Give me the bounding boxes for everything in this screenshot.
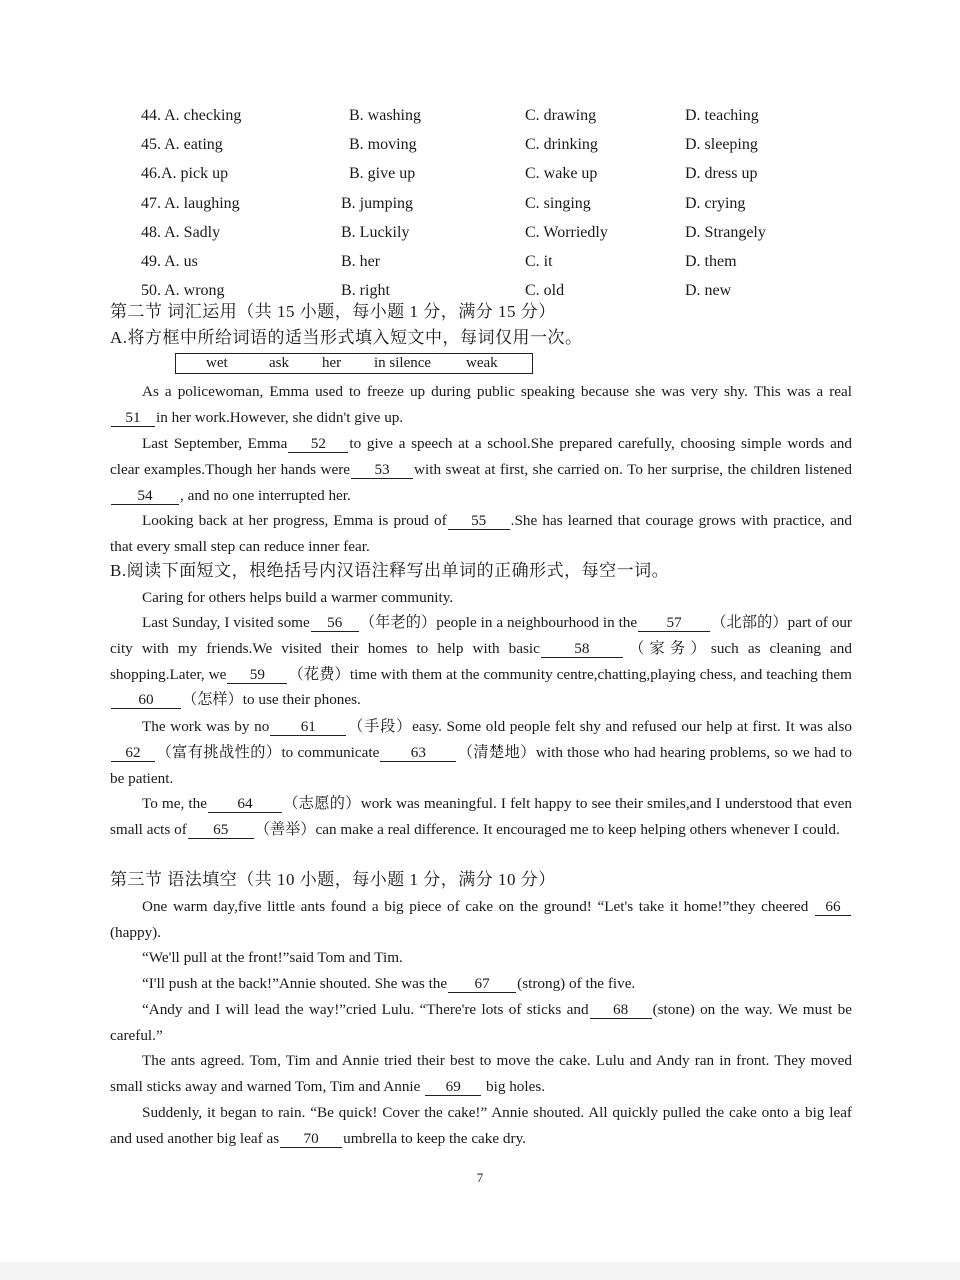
option-b: B. Luckily bbox=[341, 223, 410, 241]
blank-63[interactable]: 63 bbox=[380, 744, 456, 762]
option-c: C. drawing bbox=[525, 107, 597, 124]
blank-65[interactable]: 65 bbox=[188, 821, 254, 839]
option-d: D. dress up bbox=[685, 165, 758, 183]
blank-60[interactable]: 60 bbox=[111, 691, 181, 709]
word-option: in silence bbox=[374, 355, 432, 371]
partA-instruction: A.将方框中所给词语的适当形式填入短文中，每词仅用一次。 bbox=[110, 328, 583, 347]
word-option: wet bbox=[206, 355, 228, 371]
blank-61[interactable]: 61 bbox=[270, 718, 346, 736]
option-row-46 bbox=[141, 161, 861, 190]
option-a: 47. A. laughing bbox=[141, 194, 240, 212]
option-row-45 bbox=[141, 132, 861, 161]
option-b: B. jumping bbox=[341, 194, 414, 212]
option-row-49 bbox=[141, 249, 861, 278]
option-c: C. old bbox=[525, 282, 565, 300]
option-c: C. wake up bbox=[525, 165, 598, 183]
option-d: D. crying bbox=[685, 194, 746, 212]
option-b: B. her bbox=[341, 252, 381, 270]
option-d: D. Strangely bbox=[685, 223, 766, 241]
partA-paragraph-2: Last September, Emma 52 to give a speech at a school.She prepared carefully, choosing simple words and clear examples.Though her hands were 53 with sweat at first, she carried on. To her surprise, the children listened54 , and no one interrupted her. bbox=[110, 435, 853, 504]
blank-51[interactable]: 51 bbox=[111, 409, 155, 427]
option-b: B. right bbox=[341, 282, 390, 300]
section3-paragraph-6: Suddenly, it began to rain. “Be quick! Cover the cake!” Annie shouted. All quickly pulled the cake onto a big leaf and used another big leaf as 70 umbrella to keep the cake dry. bbox=[110, 1104, 852, 1147]
partB-paragraph-2: The work was by no 61 （手段）easy. Some old people felt shy and refused our help at first. It was also 62 （富有挑战性的）to communicate 63 （清楚地）with those who had hearing problems, so we had to be patient. bbox=[110, 718, 852, 787]
option-d: D. sleeping bbox=[685, 136, 758, 154]
option-a: 49. A. us bbox=[141, 252, 198, 270]
word-box bbox=[175, 353, 533, 374]
blank-58[interactable]: 58 bbox=[541, 640, 623, 658]
section3-heading: 第三节 语法填空（共 10 小题，每小题 1 分，满分 10 分） bbox=[110, 870, 556, 889]
page-number: 7 bbox=[476, 1170, 484, 1185]
blank-69[interactable]: 69 bbox=[425, 1078, 481, 1096]
partB-intro: Caring for others helps build a warmer community. bbox=[142, 589, 454, 606]
option-c: C. it bbox=[525, 252, 553, 270]
option-a: 50. A. wrong bbox=[141, 282, 225, 300]
option-row-48 bbox=[141, 220, 861, 249]
blank-68[interactable]: 68 bbox=[590, 1001, 652, 1019]
option-a: 46.A. pick up bbox=[141, 165, 229, 183]
blank-64[interactable]: 64 bbox=[208, 795, 282, 813]
word-option: ask bbox=[269, 355, 289, 371]
partB-paragraph-1: Last Sunday, I visited some 56 （年老的）people in a neighbourhood in the 57 （北部的）part of our city with my friends.We visited their homes to help with basic 58 （家务）such as cleaning and shopping.Later, we 59 （花费）time with them at the community centre,chatting,playing chess, and teaching them60 （怎样）to use their phones. bbox=[110, 614, 852, 709]
choice-options bbox=[141, 103, 861, 307]
word-option: weak bbox=[466, 355, 498, 371]
section3-paragraph-3: “I'll push at the back!”Annie shouted. She was the 67 (strong) of the five. bbox=[142, 975, 636, 992]
option-row-44 bbox=[141, 103, 861, 132]
blank-55[interactable]: 55 bbox=[448, 512, 510, 530]
section3-paragraph-1: One warm day,five little ants found a big piece of cake on the ground! “Let's take it home!”they cheered 66(happy). bbox=[110, 894, 852, 946]
blank-56[interactable]: 56 bbox=[311, 614, 359, 632]
section3-paragraph-5: The ants agreed. Tom, Tim and Annie tried their best to move the cake. Lulu and Andy ran in front. They moved small sticks away and warned Tom, Tim and Annie 69 big holes. bbox=[110, 1052, 852, 1095]
option-d: D. teaching bbox=[685, 107, 759, 124]
partA-paragraph-3: Looking back at her progress, Emma is proud of 55 .She has learned that courage grows with practice, and that every small step can reduce inner fear. bbox=[110, 512, 852, 555]
option-row-47 bbox=[141, 191, 861, 220]
blank-70[interactable]: 70 bbox=[280, 1130, 342, 1148]
partA-paragraph-1: As a policewoman, Emma used to freeze up during public speaking because she was very shy. This was a real 51 in her work.However, she didn't give up. bbox=[110, 379, 852, 431]
option-d: D. new bbox=[685, 282, 732, 300]
word-option: her bbox=[322, 355, 342, 371]
blank-67[interactable]: 67 bbox=[448, 975, 516, 993]
option-a: 45. A. eating bbox=[141, 136, 223, 154]
option-d: D. them bbox=[685, 252, 737, 270]
option-b: B. moving bbox=[349, 136, 417, 154]
partB-instruction: B.阅读下面短文，根绝括号内汉语注释写出单词的正确形式，每空一词。 bbox=[110, 561, 670, 580]
blank-54[interactable]: 54 bbox=[111, 487, 179, 505]
page-bottom-edge bbox=[0, 1262, 960, 1280]
option-b: B. washing bbox=[349, 107, 421, 124]
partB-paragraph-3: To me, the 64 （志愿的）work was meaningful. I felt happy to see their smiles,and I understood that even small acts of 65 （善举）can make a real difference. It encouraged me to keep helping others whenever I could. bbox=[110, 795, 853, 838]
option-c: C. singing bbox=[525, 194, 591, 212]
blank-66[interactable]: 66 bbox=[815, 898, 851, 916]
option-c: C. Worriedly bbox=[525, 223, 608, 241]
section3-paragraph-4: “Andy and I will lead the way!”cried Lulu. “There're lots of sticks and 68 (stone) on the way. We must be careful.” bbox=[110, 1001, 852, 1044]
option-a: 48. A. Sadly bbox=[141, 223, 221, 241]
section3-paragraph-2: “We'll pull at the front!”said Tom and Tim. bbox=[142, 949, 403, 966]
blank-59[interactable]: 59 bbox=[227, 666, 287, 684]
section2-heading: 第二节 词汇运用（共 15 小题，每小题 1 分，满分 15 分） bbox=[110, 302, 556, 321]
blank-62[interactable]: 62 bbox=[111, 744, 155, 762]
option-b: B. give up bbox=[349, 165, 416, 183]
blank-52[interactable]: 52 bbox=[288, 435, 348, 453]
blank-53[interactable]: 53 bbox=[351, 461, 413, 479]
option-c: C. drinking bbox=[525, 136, 598, 154]
blank-57[interactable]: 57 bbox=[638, 614, 710, 632]
option-a: 44. A. checking bbox=[141, 107, 242, 124]
